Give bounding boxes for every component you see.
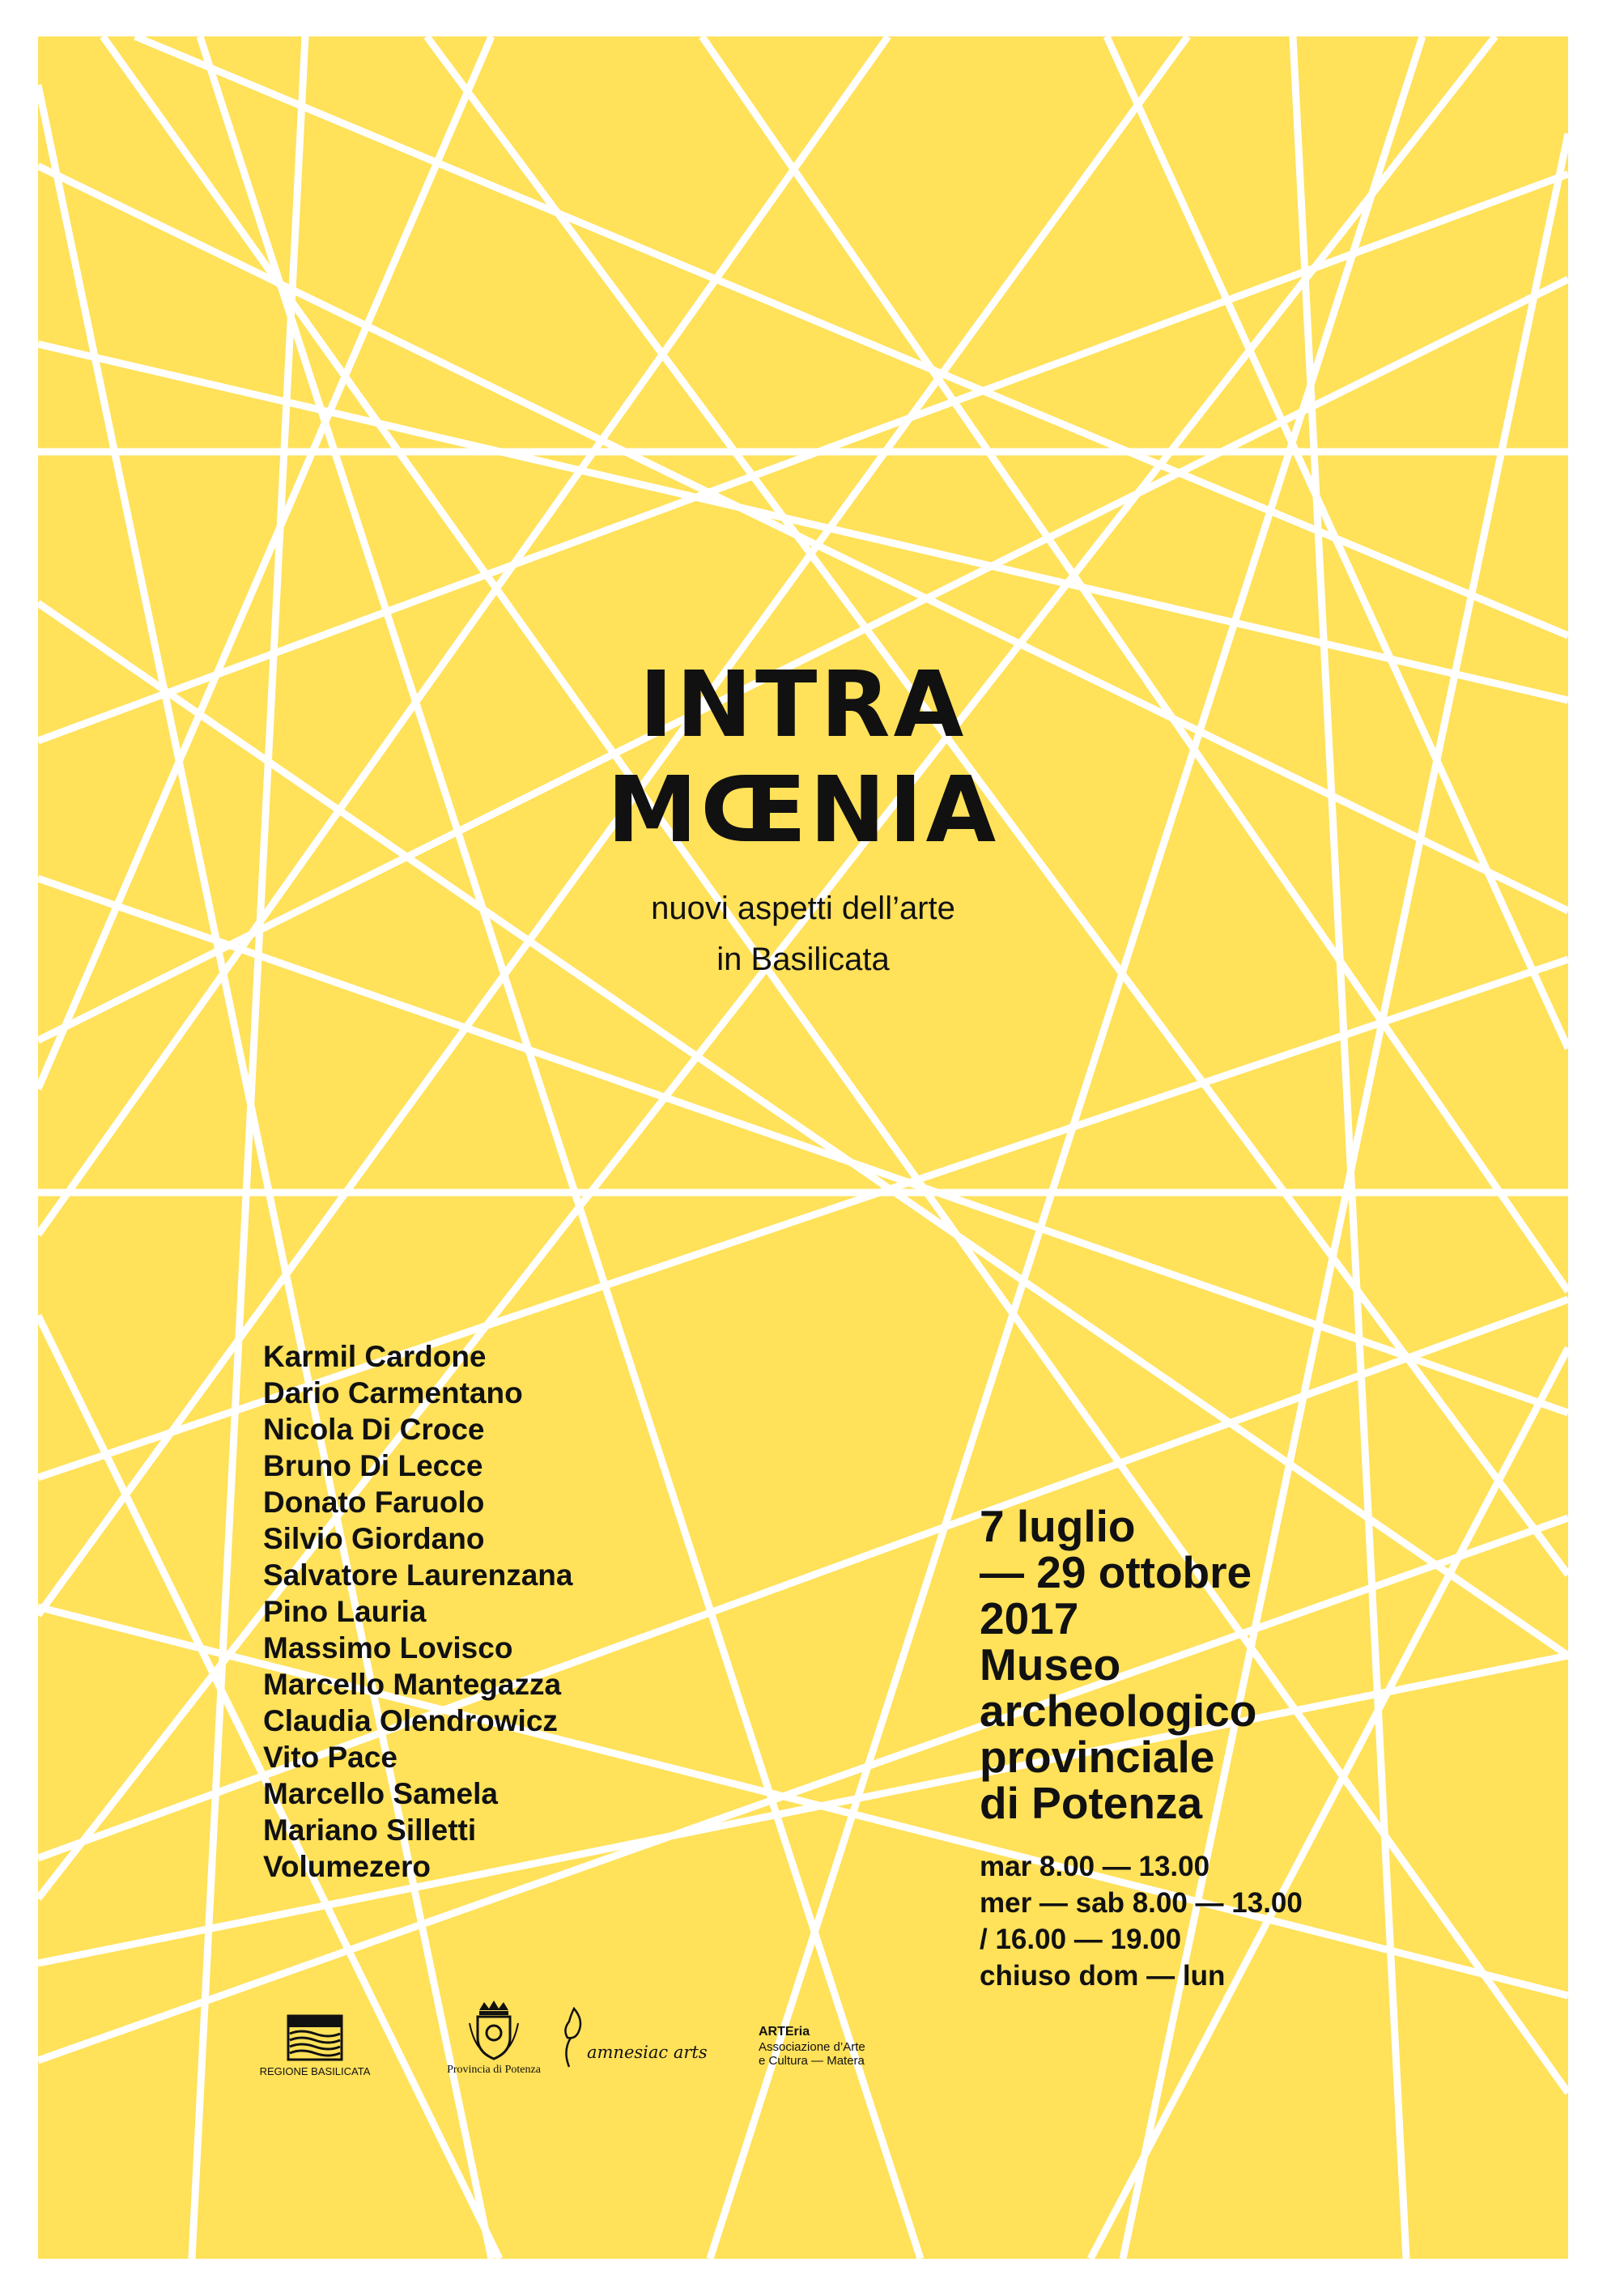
hours-line: chiuso dom — lun: [980, 1960, 1226, 1992]
logo-regione-basilicata: [250, 2013, 380, 2078]
artist-list: [263, 1338, 572, 1885]
event-date-start: 7 luglio: [980, 1501, 1136, 1551]
provincia-potenza-crest-icon: [468, 1999, 520, 2060]
venue-line: Museo: [980, 1639, 1121, 1690]
line-pattern: [38, 36, 1568, 2259]
artist-name: Pino Lauria: [263, 1595, 427, 1628]
artist-name: Dario Carmentano: [263, 1376, 523, 1409]
pattern-line: [135, 36, 1568, 636]
artist-name: Bruno Di Lecce: [263, 1449, 483, 1482]
artist-name: Karmil Cardone: [263, 1340, 487, 1373]
venue-line: archeologico: [980, 1686, 1257, 1736]
hours-line: / 16.00 — 19.00: [980, 1924, 1182, 1955]
artist-name: Massimo Lovisco: [263, 1631, 513, 1665]
amnesiac-arts-label: amnesiac arts: [587, 2043, 708, 2062]
artist-name: Salvatore Laurenzana: [263, 1558, 573, 1592]
regione-basilicata-label: REGIONE BASILICATA: [259, 2065, 371, 2077]
amnesiac-arts-flame-icon: [556, 2005, 589, 2070]
title-line-2: MŒNIA: [606, 758, 1000, 863]
artist-name: Silvio Giordano: [263, 1522, 485, 1555]
subtitle-line-1: nuovi aspetti dell’arte: [651, 891, 955, 926]
hours-line: mar 8.00 — 13.00: [980, 1851, 1210, 1882]
logo-amnesiac-arts: [556, 2005, 767, 2070]
regione-basilicata-emblem-icon: [285, 2013, 345, 2062]
artist-name: Marcello Samela: [263, 1777, 498, 1810]
pattern-line: [38, 85, 491, 2259]
logo-arteria: [759, 2024, 912, 2089]
arteria-name: ARTEria: [759, 2025, 810, 2039]
pattern-line: [38, 36, 888, 1235]
arteria-description-line-1: Associazione d’Arte: [759, 2040, 865, 2054]
artist-name: Mariano Silletti: [263, 1813, 477, 1847]
artist-name: Claudia Olendrowicz: [263, 1704, 558, 1737]
artist-name: Marcello Mantegazza: [263, 1668, 562, 1701]
logo-provincia-potenza: [433, 1999, 555, 2080]
provincia-potenza-label: Provincia di Potenza: [447, 2064, 541, 2076]
subtitle-line-2: in Basilicata: [716, 942, 890, 977]
event-year: 2017: [980, 1593, 1079, 1643]
artist-name: Volumezero: [263, 1850, 431, 1883]
artist-name: Nicola Di Croce: [263, 1413, 485, 1446]
event-info: [980, 1503, 1256, 1826]
venue-line: provinciale: [980, 1732, 1215, 1782]
venue-line: di Potenza: [980, 1778, 1203, 1828]
artist-name: Vito Pace: [263, 1741, 397, 1774]
poster: [38, 36, 1568, 2259]
hours-line: mer — sab 8.00 — 13.00: [980, 1887, 1303, 1919]
arteria-description-line-2: e Cultura — Matera: [759, 2054, 865, 2068]
event-date-end: — 29 ottobre: [980, 1547, 1252, 1597]
title-line-1: INTRA: [639, 653, 967, 758]
opening-hours: [980, 1848, 1303, 1994]
artist-name: Donato Faruolo: [263, 1486, 485, 1519]
